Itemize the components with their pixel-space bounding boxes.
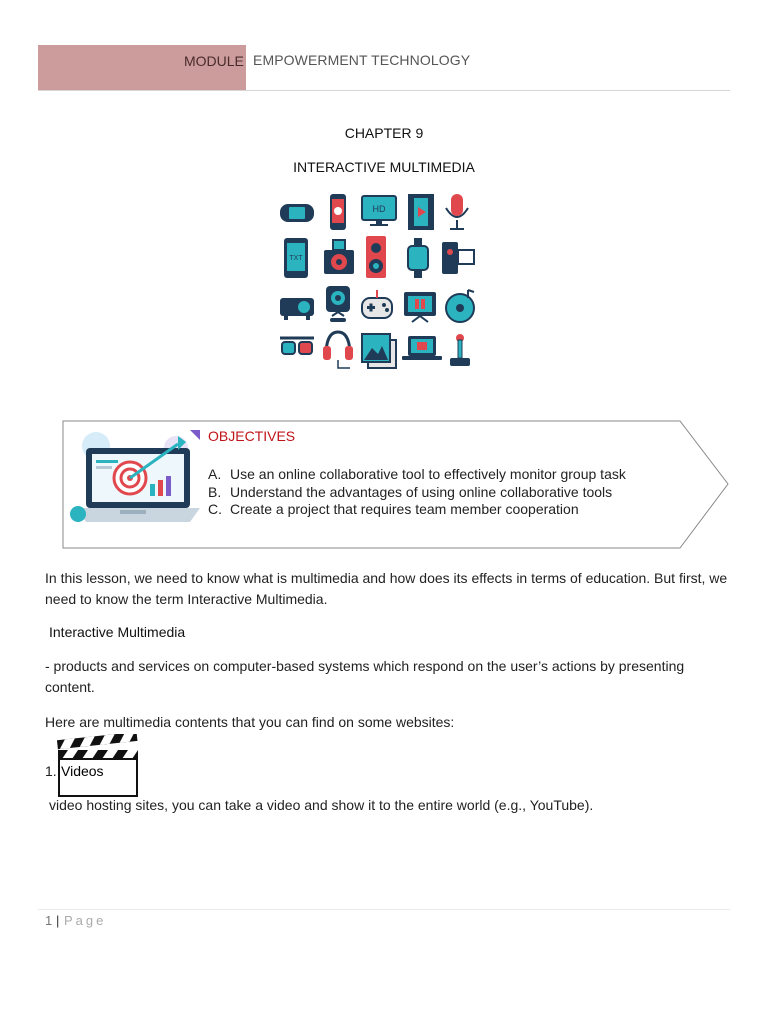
- list-item-label: Videos: [61, 763, 104, 779]
- intro-paragraph: In this lesson, we need to know what is multimedia and how does its effects in terms of education. But first, we need to know the term Interactive Multimedia.: [45, 570, 728, 607]
- objective-letter: A.: [208, 466, 222, 482]
- microphone-icon: [446, 194, 468, 230]
- definition-paragraph: - products and services on computer-based systems which respond on the user’s actions by presenting content.: [45, 658, 685, 695]
- objective-item-a: [208, 466, 626, 482]
- film-strip-icon: [408, 194, 434, 230]
- smartphone-video-icon: [330, 194, 346, 230]
- objective-item-b: [208, 484, 612, 500]
- webcam-icon: [326, 286, 350, 322]
- section-heading: Interactive Multimedia: [49, 624, 186, 640]
- hd-tv-icon: [362, 196, 396, 226]
- header-title: EMPOWERMENT TECHNOLOGY: [253, 52, 471, 68]
- speaker-icon: [366, 236, 386, 278]
- objective-letter: C.: [208, 501, 222, 517]
- monitor-icon: [404, 292, 436, 322]
- objective-text: Use an online collaborative tool to effectively monitor group task: [230, 466, 626, 482]
- header-divider: [38, 90, 730, 91]
- lead-in-paragraph: Here are multimedia contents that you can find on some websites:: [45, 714, 455, 730]
- projector-icon: [280, 298, 314, 320]
- multimedia-icons-figure: [262, 186, 506, 376]
- footer-divider: [38, 909, 730, 910]
- music-disc-icon: [446, 290, 474, 322]
- objective-text: Create a project that requires team member cooperation: [230, 501, 579, 517]
- footer-page-word: Page: [64, 913, 107, 928]
- camera-icon: [324, 240, 354, 274]
- joystick-icon: [450, 334, 470, 366]
- headphones-icon: [323, 332, 353, 368]
- footer-page-number: 1: [45, 913, 53, 928]
- footer-separator: |: [56, 913, 60, 928]
- chapter-title: CHAPTER 9: [344, 125, 424, 141]
- svg-text:HD: HD: [372, 204, 386, 214]
- list-item-number: 1.: [45, 763, 57, 779]
- 3d-glasses-icon: [280, 338, 314, 354]
- objective-item-c: [208, 501, 579, 517]
- video-camera-icon: [442, 242, 474, 274]
- objectives-laptop-target-illustration: [66, 428, 200, 534]
- list-item-description: video hosting sites, you can take a video and show it to the entire world (e.g., YouTube).: [49, 797, 594, 813]
- objective-text: Understand the advantages of using online collaborative tools: [230, 484, 613, 500]
- svg-text:TXT: TXT: [289, 255, 303, 262]
- photo-gallery-icon: [362, 334, 396, 368]
- objectives-heading: OBJECTIVES: [208, 428, 296, 444]
- smartwatch-icon: [408, 238, 428, 278]
- tablet-text-icon: [284, 238, 308, 278]
- game-console-icon: [280, 204, 314, 222]
- header-module-label: MODULE: [184, 53, 244, 69]
- laptop-video-icon: [402, 336, 442, 360]
- gamepad-icon: [362, 290, 392, 318]
- chapter-subtitle: INTERACTIVE MULTIMEDIA: [293, 159, 475, 175]
- objective-letter: B.: [208, 484, 222, 500]
